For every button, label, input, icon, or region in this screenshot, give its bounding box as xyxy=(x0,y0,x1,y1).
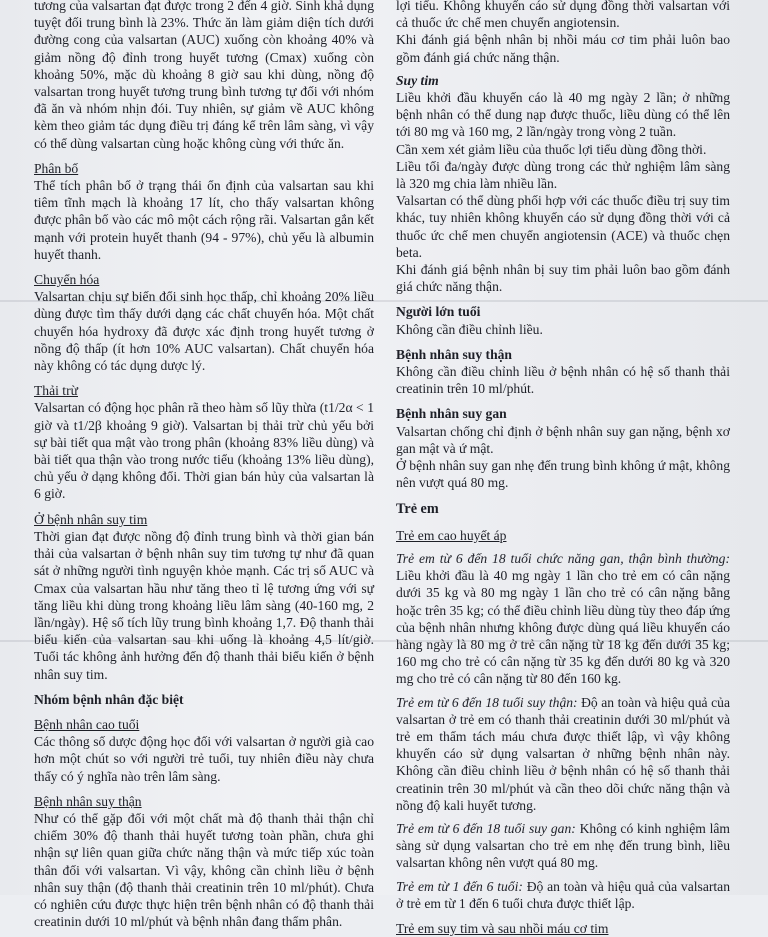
paragraph: Thời gian đạt được nồng độ đỉnh trung bình và thời gian bán thải của valsartan ở bệnh nhân suy tim tương tự như đã quan sát ở những người tình nguyện khỏe mạnh. Các trị số AUC và Cmax của valsartan hầu như tăng theo tỉ lệ tương ứng với sự tăng liều khi dùng trong khoảng liều lâm sàng (40-160 mg, 2 lần/ngày). Hệ số tích lũy trung bình khoảng 1,7. Độ thanh thải biểu kiến của valsartan sau khi uống là khoảng 4,5 lít/giờ. Tuổi tác không ảnh hưởng đến độ thanh thải biểu kiến ở bệnh nhân suy tim. xyxy=(34,528,374,682)
paragraph: Ở bệnh nhân suy gan nhẹ đến trung bình không ứ mật, không nên vượt quá 80 mg. xyxy=(396,458,730,491)
section-heading: Trẻ em suy tim và sau nhồi máu cơ tim xyxy=(396,920,609,936)
paragraph: Không cần điều chỉnh liều ở bệnh nhân có hệ số thanh thải creatinin trên 10 ml/phút. xyxy=(396,364,730,397)
paragraph-body: Liều khởi đầu là 40 mg ngày 1 lần cho trẻ em có cân nặng dưới 35 kg và 80 mg ngày 1 lần cho trẻ có cân nặng bằng hoặc trên 35 kg; có thể điều chỉnh liều dùng tùy theo đáp ứng của bệnh nhân nhưng không được dùng quá liều khuyến cáo hàng ngày là 80 mg ở trẻ cân nặng từ 18 kg đến dưới 35 kg; 160 mg cho trẻ có cân nặng từ 35 kg đến dưới 80 kg và 320 mg cho trẻ có cân nặng từ 80 đến 160 kg. xyxy=(396,568,730,687)
right-column xyxy=(396,0,730,937)
section-heading: Bệnh nhân suy thận xyxy=(396,346,512,362)
paragraph: Cần xem xét giảm liều của thuốc lợi tiểu dùng đồng thời. xyxy=(396,141,707,157)
section-heading: Suy tim xyxy=(396,72,439,88)
paragraph-body: Độ an toàn và hiệu quả của valsartan ở trẻ em từ 1 đến 6 tuổi chưa được thiết lập. xyxy=(396,878,730,911)
paragraph: Liều khởi đầu khuyến cáo là 40 mg ngày 2 lần; ở những bệnh nhân có thể dung nạp được thuốc, liều dùng có thể lên tới 80 mg và 160 mg, 2 lần/ngày trong vòng 2 tuần. xyxy=(396,90,730,140)
paragraph-lead: Trẻ em từ 1 đến 6 tuổi: xyxy=(396,878,523,894)
section-heading: Trẻ em cao huyết áp xyxy=(396,527,507,543)
paragraph: Như có thể gặp đối với một chất mà độ thanh thải thận chỉ chiếm 30% độ thanh thải huyết tương toàn phần, chưa ghi nhận sự liên quan giữa chức năng thận và mức tiếp xúc toàn thân đối với valsartan. Vì vậy, không cần chỉnh liều ở bệnh nhân suy thận (độ thanh thải creatinin trên 10 ml/phút). Chưa có nghiên cứu được thực hiện trên bệnh nhân có độ thanh thải creatinin dưới 10 ml/phút và bệnh nhân đang thẩm phân. xyxy=(34,810,374,930)
paragraph: Valsartan chịu sự biến đổi sinh học thấp, chỉ khoảng 20% liều dùng được tìm thấy dưới dạng các chất chuyển hóa. Một chất chuyển hóa hydroxy đã được xác định trong huyết tương ở nồng độ thấp (ít hơn 10% AUC valsartan). Chất chuyển hóa này không có tác dụng dược lý. xyxy=(34,289,374,374)
paragraph-body: Không có kinh nghiệm lâm sàng sử dụng valsartan cho trẻ em nhẹ đến trung bình, liều valsartan không nên vượt quá 80 mg. xyxy=(396,820,730,871)
section-heading: Bệnh nhân suy gan xyxy=(396,406,507,422)
paragraph-lead: Trẻ em từ 6 đến 18 tuổi chức năng gan, thận bình thường: xyxy=(396,550,730,566)
section-heading: Ở bệnh nhân suy tim xyxy=(34,511,148,527)
section-heading: Nhóm bệnh nhân đặc biệt xyxy=(34,691,184,707)
paragraph: Liều tối đa/ngày được dùng trong các thử nghiệm lâm sàng là 320 mg chia làm nhiều lần. xyxy=(396,158,730,192)
paragraph: tương của valsartan đạt được trong 2 đến 4 giờ. Sinh khả dụng tuyệt đối trung bình là 23%. Thức ăn làm giảm diện tích dưới đường cong của valsartan (AUC) xuống còn khoảng 40% và giảm nồng độ đỉnh trong huyết tương (Cmax) xuống còn khoảng 50%, mặc dù khoảng 8 giờ sau khi dùng, nồng độ valsartan trong huyết tương trung bình tương tự đối với nhóm đã ăn và nhóm nhịn đói. Tuy nhiên, sự giảm về AUC không kèm theo giảm tác dụng điều trị đáng kể trên lâm sàng, vì vậy có thể dùng valsartan cùng hoặc không cùng với thức ăn. xyxy=(34,0,374,151)
paragraph-body: Độ an toàn và hiệu quả của valsartan ở trẻ em có thanh thải creatinin dưới 30 ml/phút và trẻ em thẩm tách máu chưa được thiết lập, vì vậy không khuyến cáo sử dụng valsartan ở những bệnh nhân này. Không cần điều chỉnh liều ở bệnh nhân có hệ số thanh thải creatinin trên 30 ml/phút và cần theo dõi chức năng thận và nồng độ kali huyết tương. xyxy=(396,694,730,813)
paragraph: Valsartan chống chỉ định ở bệnh nhân suy gan nặng, bệnh xơ gan mật và ứ mật. xyxy=(396,423,730,456)
paragraph-lead: Trẻ em từ 6 đến 18 tuổi suy gan: xyxy=(396,820,576,836)
section-heading: Phân bố xyxy=(34,160,79,176)
section-heading: Người lớn tuổi xyxy=(396,304,481,320)
paragraph xyxy=(396,550,730,688)
paragraph: Valsartan có thể dùng phối hợp với các thuốc điều trị suy tim khác, tuy nhiên không khuyến cáo sử dụng đồng thời với cả thuốc ức chế men chuyển angiotensin (ACE) và thuốc chẹn beta. xyxy=(396,193,730,260)
section-heading: Chuyển hóa xyxy=(34,272,100,288)
paragraph: Valsartan có động học phân rã theo hàm số lũy thừa (t1/2α < 1 giờ và t1/2β khoảng 9 giờ). Valsartan bị thải trừ chủ yếu bởi sự bài tiết qua mật vào trong phân (khoảng 83% liều dùng) và bài tiết qua thận vào trong nước tiểu (khoảng 13% liều dùng), chủ yếu ở dạng không đổi. Thời gian bán hủy của valsartan là 6 giờ. xyxy=(34,400,374,502)
section-heading: Bệnh nhân suy thận xyxy=(34,793,142,809)
paragraph: Không cần điều chỉnh liều. xyxy=(396,321,543,337)
paragraph-lead: Trẻ em từ 6 đến 18 tuổi suy thận: xyxy=(396,694,578,710)
paragraph: Các thông số dược động học đối với valsartan ở người già cao hơn một chút so với người trẻ tuổi, tuy nhiên điều này chưa thấy có ý nghĩa nào trên lâm sàng. xyxy=(34,734,374,784)
paragraph xyxy=(396,820,730,872)
paragraph: Khi đánh giá bệnh nhân bị suy tim phải luôn bao gồm đánh giá chức năng thận. xyxy=(396,262,730,295)
section-heading: Thải trừ xyxy=(34,383,78,399)
section-heading: Bệnh nhân cao tuổi xyxy=(34,716,140,732)
paragraph: Thể tích phân bố ở trạng thái ổn định của valsartan sau khi tiêm tĩnh mạch là khoảng 17 lít, cho thấy valsartan không được phân bố vào các mô một cách rộng rãi. Valsartan gắn kết mạnh với protein huyết thanh (94 - 97%), chủ yếu là albumin huyết thanh. xyxy=(34,178,374,262)
paragraph: Khi đánh giá bệnh nhân bị nhồi máu cơ tim phải luôn bao gồm đánh giá chức năng thận. xyxy=(396,32,730,65)
paragraph: lợi tiểu. Không khuyến cáo sử dụng đồng thời valsartan với cả thuốc ức chế men chuyển angiotensin. xyxy=(396,0,730,31)
left-column xyxy=(34,0,374,930)
section-title: Trẻ em xyxy=(396,501,439,518)
paragraph xyxy=(396,694,730,814)
